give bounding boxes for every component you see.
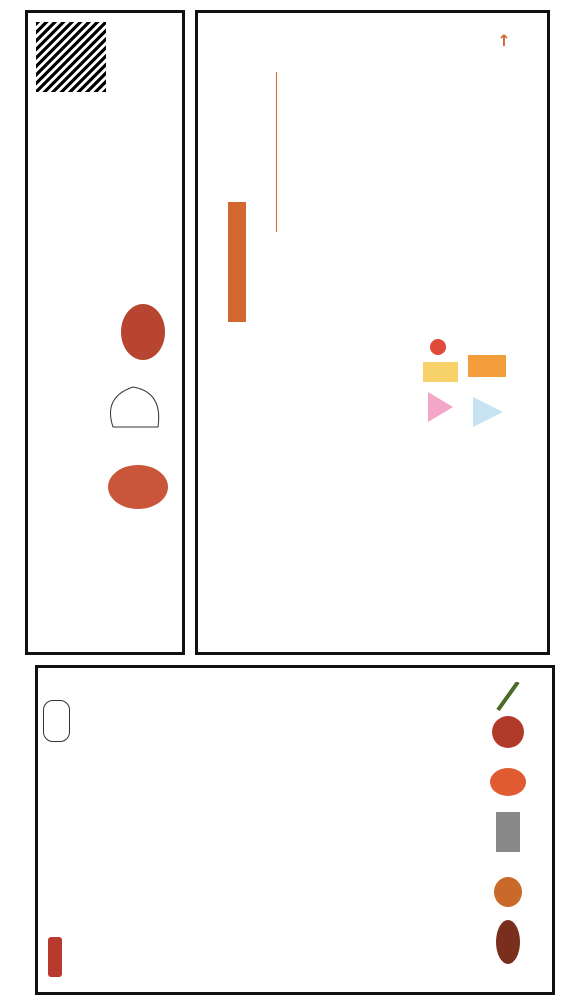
scan-qr-code[interactable] bbox=[36, 22, 106, 92]
steaks-panel bbox=[25, 10, 185, 655]
specialty-drink-banner bbox=[228, 202, 246, 322]
drinks-illustration bbox=[408, 327, 518, 437]
grill-food-icon bbox=[468, 682, 548, 972]
sauce-bottle-illustration bbox=[48, 937, 62, 977]
cocktail-glasses-icon bbox=[408, 327, 518, 437]
bbq-grill-panel bbox=[35, 665, 555, 995]
steak-outline-icon bbox=[111, 387, 159, 427]
arrow-right-icon: → bbox=[494, 33, 513, 47]
grilled-steak-icon bbox=[121, 304, 165, 360]
skewers-illustration bbox=[43, 700, 70, 742]
boba-heading bbox=[276, 72, 277, 232]
grill-food-illustrations bbox=[468, 682, 548, 972]
steak-illustrations bbox=[98, 272, 178, 522]
beverages-panel bbox=[195, 10, 550, 655]
tomahawk-steak-icon bbox=[108, 465, 168, 509]
